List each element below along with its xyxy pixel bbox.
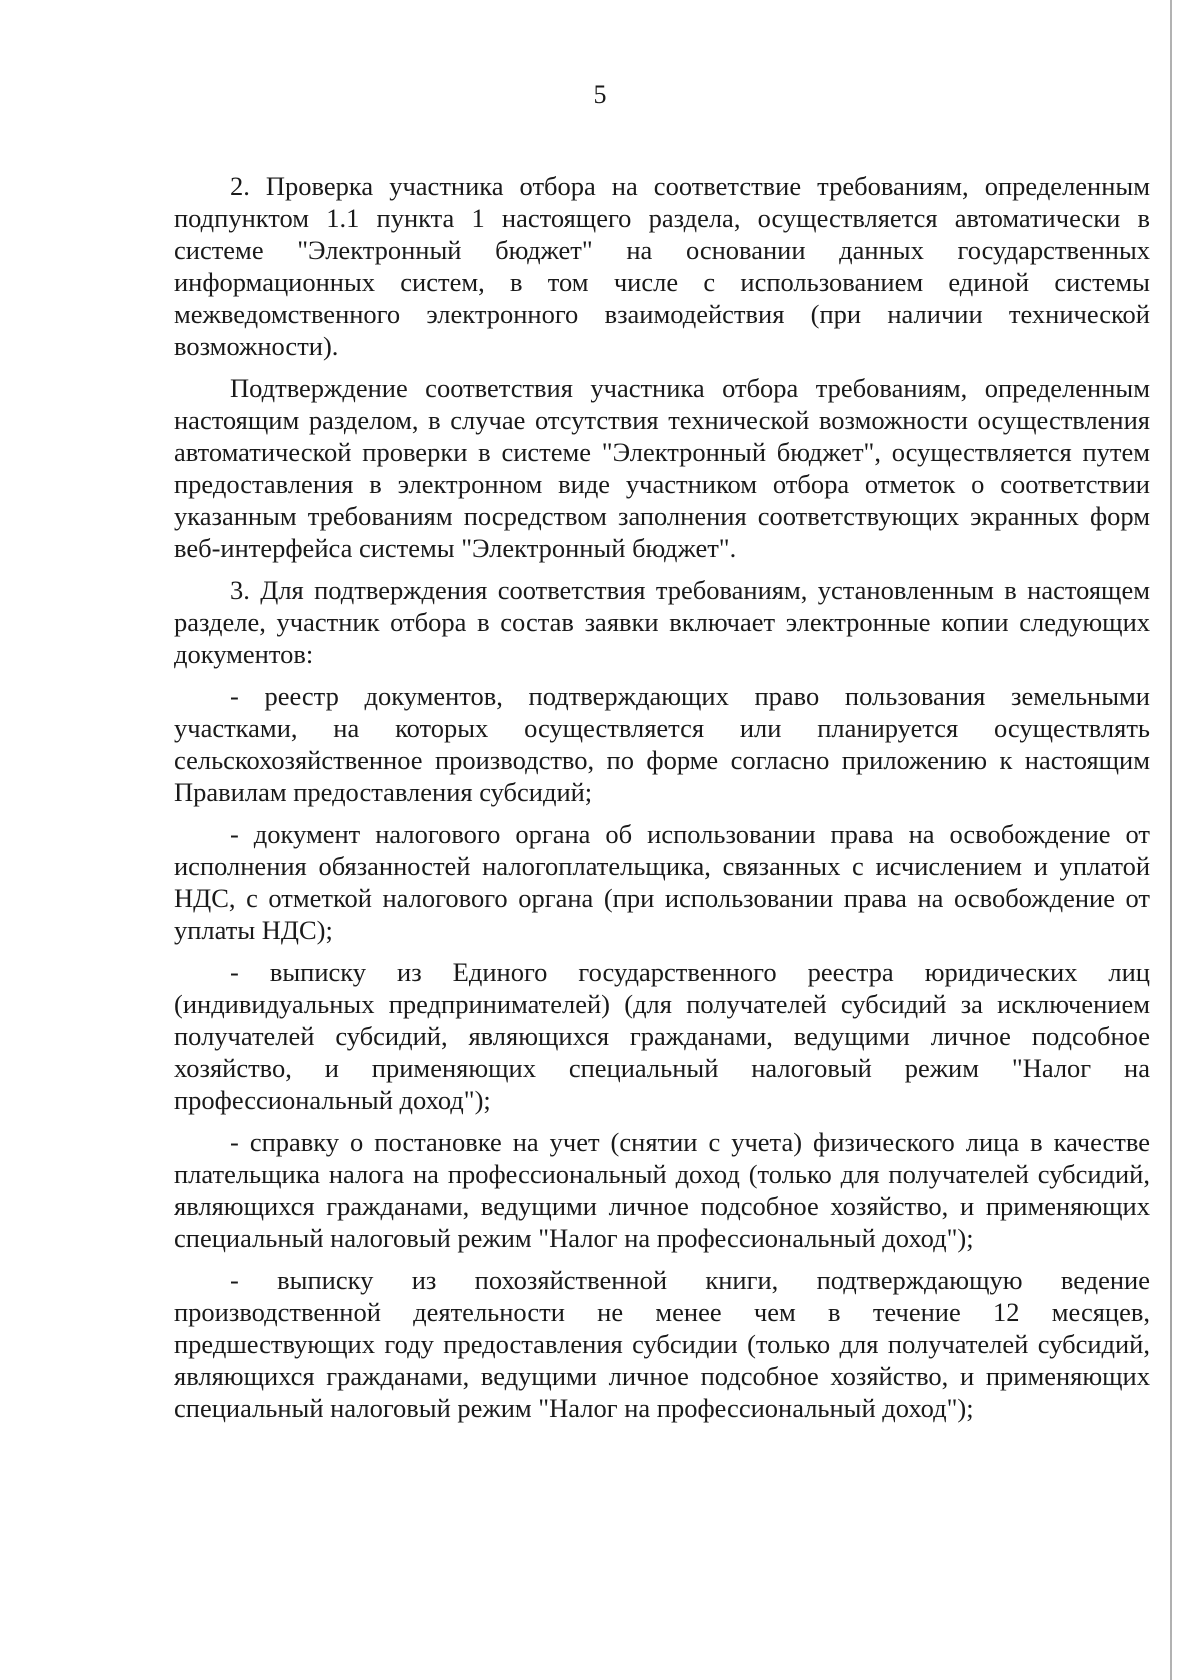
paragraph-documents-list-intro: 3. Для подтверждения соответствия требованиям, установленным в настоящем разделе, участник отбора в состав заявки включает электронные копии следующих документов:	[174, 575, 1150, 669]
document-body	[174, 170, 1150, 1434]
list-item-land-registry: - реестр документов, подтверждающих право пользования земельными участками, на которых осуществляется или планируется осуществлять сельскохозяйственное производство, по форме согласно приложению к настоящим Правилам предоставления субсидий;	[174, 681, 1150, 807]
paragraph-confirmation: Подтверждение соответствия участника отбора требованиям, определенным настоящим разделом, в случае отсутствия технической возможности осуществления автоматической проверки в системе "Электронный бюджет", осуществляется путем предоставления в электронном виде участником отбора отметок о соответствии указанным требованиям посредством заполнения соответствующих экранных форм веб-интерфейса системы "Электронный бюджет".	[174, 373, 1150, 563]
list-item-tax-document: - документ налогового органа об использовании права на освобождение от исполнения обязанностей налогоплательщика, связанных с исчислением и уплатой НДС, с отметкой налогового органа (при использовании права на освобождение от уплаты НДС);	[174, 819, 1150, 945]
list-item-egrul-extract: - выписку из Единого государственного реестра юридических лиц (индивидуальных предпринимателей) (для получателей субсидий за исключением получателей субсидий, являющихся гражданами, ведущими личное подсобное хозяйство, и применяющих специальный налоговый режим "Налог на профессиональный доход");	[174, 957, 1150, 1115]
list-item-self-employed-certificate: - справку о постановке на учет (снятии с учета) физического лица в качестве плательщика налога на профессиональный доход (только для получателей субсидий, являющихся гражданами, ведущими личное подсобное хозяйство, и применяющих специальный налоговый режим "Налог на профессиональный доход");	[174, 1127, 1150, 1253]
scan-edge-line	[1170, 0, 1172, 1680]
paragraph-verification: 2. Проверка участника отбора на соответствие требованиям, определенным подпунктом 1.1 пункта 1 настоящего раздела, осуществляется автоматически в системе "Электронный бюджет" на основании данных государственных информационных систем, в том числе с использованием единой системы межведомственного электронного взаимодействия (при наличии технической возможности).	[174, 171, 1150, 361]
list-item-household-book-extract: - выписку из похозяйственной книги, подтверждающую ведение производственной деятельности не менее чем в течение 12 месяцев, предшествующих году предоставления субсидии (только для получателей субсидий, являющихся гражданами, ведущими личное подсобное хозяйство, и применяющих специальный налоговый режим "Налог на профессиональный доход");	[174, 1265, 1150, 1423]
page-number: 5	[593, 80, 607, 109]
